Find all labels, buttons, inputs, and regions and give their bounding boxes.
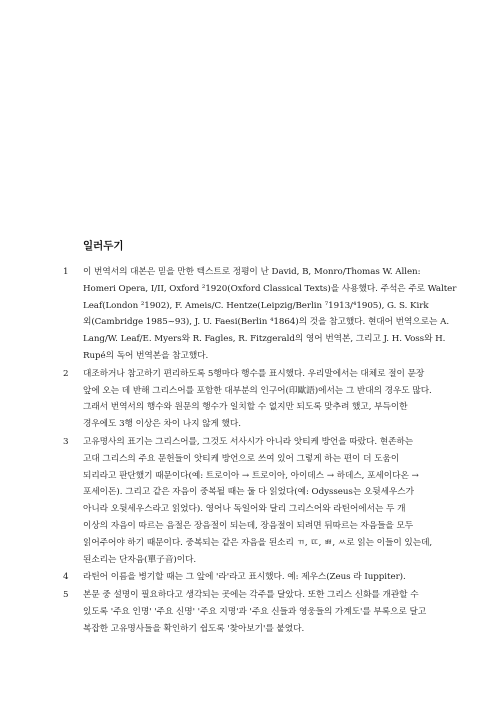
note-item (63, 434, 435, 568)
section-heading: 일러두기 (83, 240, 124, 252)
note-line: 외(Cambridge 1985~93), J. U. Faesi(Berlin ⁴1864)의 것을 참고했다. 현대어 번역으로는 A. (83, 317, 450, 328)
note-line: 읽어주어야 하기 때문이다. 중복되는 같은 자음을 된소리 ㄲ, ㄸ, ㅃ, ㅆ로 읽는 이들이 있는데, (83, 537, 433, 548)
note-line: 본문 중 설명이 필요하다고 생각되는 곳에는 각주를 달았다. 또한 그리스 신화를 개관할 수 (83, 590, 419, 601)
note-line: 되리라고 판단했기 때문이다(예: 트로이아 → 트로이아, 아이데스 → 하데스, 포세이다온 → (83, 470, 419, 481)
note-number: 1 (63, 267, 69, 277)
note-line: Rupé의 독어 번역본을 참고했다. (83, 350, 209, 361)
note-item (63, 366, 435, 433)
note-item (63, 264, 457, 365)
note-line: 고대 그리스의 주요 문헌들이 앗티케 방언으로 쓰여 있어 그렇게 하는 편이 더 도움이 (83, 453, 400, 464)
note-number: 3 (63, 436, 69, 447)
note-line: 앞에 오는 데 반해 그리스어를 포함한 대부분의 인구어(印歐語)에서는 그 반대의 경우도 많다. (83, 385, 432, 396)
note-line: 그래서 번역서의 행수와 원문의 행수가 일치할 수 없지만 되도록 맞추려 했고, 부득이한 (83, 402, 408, 413)
note-line: 복잡한 고유명사들을 확인하기 쉽도록 '찾아보기'를 붙였다. (83, 623, 305, 634)
note-line: 라틴어 이름을 병기할 때는 그 앞에 '라'라고 표시했다. 예: 제우스(Zeus 라 Iuppiter). (83, 572, 406, 583)
note-line: Leaf(London ²1902), F. Ameis/C. Hentze(Leipzig/Berlin ⁷1913/⁴1905), G. S. Kirk (83, 300, 429, 311)
notes-list (63, 264, 457, 639)
note-line: 고유명사의 표기는 그리스어를, 그것도 서사시가 아니라 앗티케 방언을 따랐다. 현존하는 (83, 436, 414, 447)
note-line: 아니라 오뒷세우스라고 읽었다). 영어나 독일어와 달리 그리스어와 라틴어에서는 두 개 (83, 504, 406, 515)
note-line: 대조하거나 참고하기 편리하도록 5행마다 행수를 표시했다. 우리말에서는 대체로 절이 문장 (83, 368, 425, 379)
note-number: 5 (63, 590, 69, 601)
note-line: 포세이돈). 그리고 같은 자음이 중복될 때는 둘 다 읽었다(예: Odysseus는 오뒷세우스가 (83, 487, 414, 498)
note-line: Lang/W. Leaf/E. Myers와 R. Fagles, R. Fitzgerald의 영어 번역본, 그리고 J. H. Voss와 H. (83, 334, 446, 345)
note-number: 4 (63, 572, 69, 583)
note-item (63, 569, 435, 586)
note-line: 있도록 '주요 인명' '주요 신명' '주요 지명'과 '주요 신들과 영웅들의 가계도'를 부록으로 달고 (83, 606, 427, 617)
note-line: 이상의 자음이 따르는 음절은 장음절이 되는데, 장음절이 되려면 뒤따르는 자음들을 모두 (83, 520, 414, 531)
note-line: 이 번역서의 대본은 믿을 만한 텍스트로 정평이 난 David, B, Monro/Thomas W. Allen: (83, 267, 421, 277)
note-item (63, 587, 435, 637)
note-line: 된소리는 단자음(單子音)이다. (83, 554, 197, 565)
note-line: Homeri Opera, I/II, Oxford ²1920(Oxford Classical Texts)을 사용했다. 주석은 주로 Walter (83, 283, 457, 294)
note-number: 2 (63, 368, 69, 379)
note-line: 경우에도 3행 이상은 차이 나지 않게 했다. (83, 419, 241, 430)
